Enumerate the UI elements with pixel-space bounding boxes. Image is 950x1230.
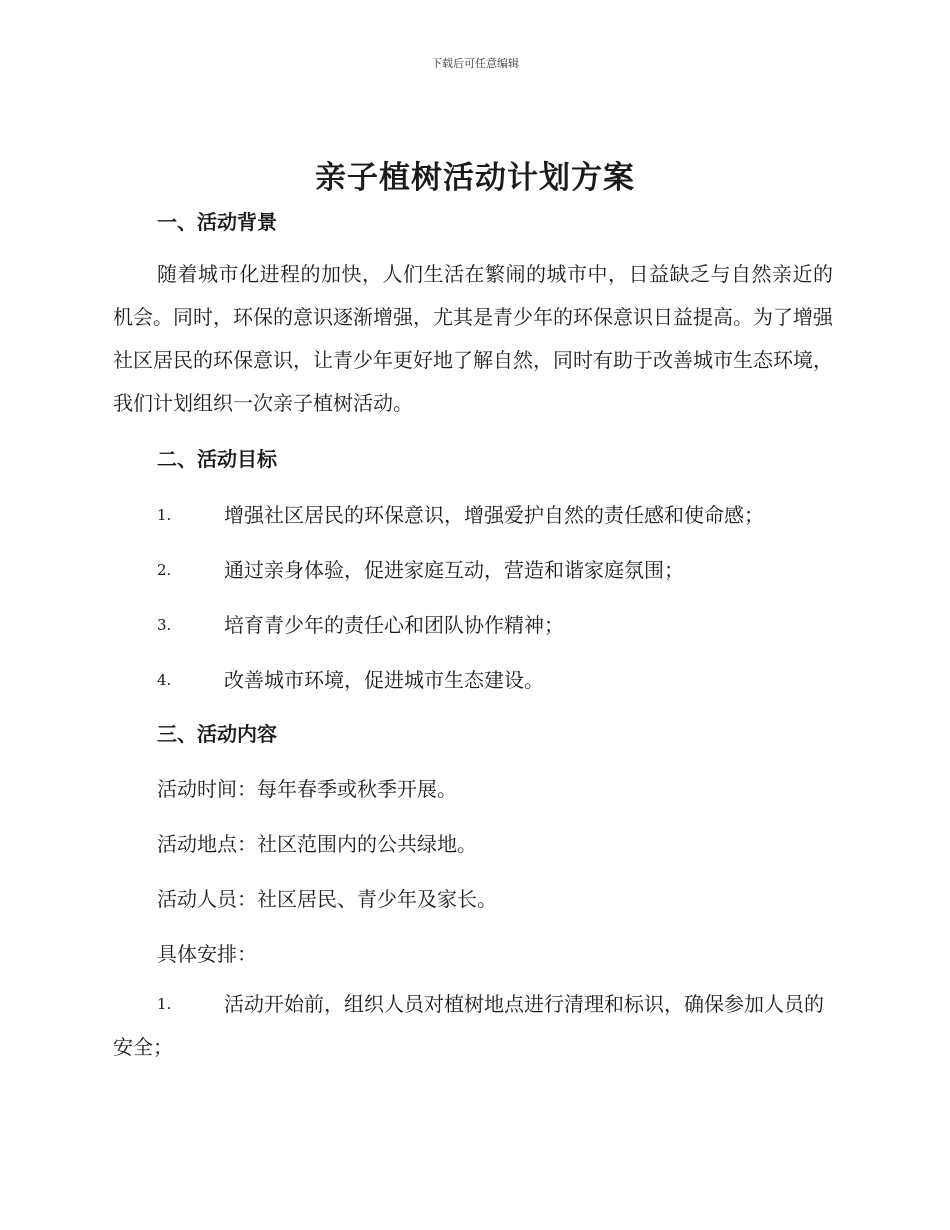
document-title: 亲子植树活动计划方案 bbox=[315, 160, 635, 196]
goal-item-text: 改善城市环境，促进城市生态建设。 bbox=[224, 668, 544, 692]
background-paragraph: 随着城市化进程的加快，人们生活在繁闹的城市中，日益缺乏与自然亲近的机会。同时，环保的意识逐渐增强，尤其是青少年的环保意识日益提高。为了增强社区居民的环保意识，让青少年更好地了解自然，同时有助于改善城市生态环境，我们计划组织一次亲子植树活动。 bbox=[113, 262, 833, 415]
activity-time: 活动时间：每年春季或秋季开展。 bbox=[157, 777, 457, 801]
header-note: 下载后可任意编辑 bbox=[431, 57, 519, 70]
arrangement-label: 具体安排： bbox=[157, 942, 257, 966]
goal-item-text: 增强社区居民的环保意识，增强爱护自然的责任感和使命感； bbox=[224, 503, 764, 527]
section-heading-background: 一、活动背景 bbox=[157, 210, 277, 234]
goal-item-number: 1. bbox=[157, 506, 172, 524]
goal-item bbox=[157, 664, 544, 693]
arrangement-item bbox=[113, 983, 833, 1069]
goal-item bbox=[157, 554, 684, 583]
goal-item bbox=[157, 499, 764, 528]
activity-people: 活动人员：社区居民、青少年及家长。 bbox=[157, 887, 497, 911]
goal-item-number: 4. bbox=[157, 671, 172, 689]
section-heading-content: 三、活动内容 bbox=[157, 722, 277, 746]
goal-item bbox=[157, 609, 564, 638]
goal-item-text: 通过亲身体验，促进家庭互动，营造和谐家庭氛围； bbox=[224, 558, 684, 582]
arrangement-item-number: 1. bbox=[157, 995, 172, 1013]
goal-item-number: 2. bbox=[157, 561, 172, 579]
activity-place: 活动地点：社区范围内的公共绿地。 bbox=[157, 832, 477, 856]
arrangement-item-text: 活动开始前，组织人员对植树地点进行清理和标识，确保参加人员的安全； bbox=[113, 992, 824, 1059]
goal-item-number: 3. bbox=[157, 616, 172, 634]
goal-item-text: 培育青少年的责任心和团队协作精神； bbox=[224, 613, 564, 637]
section-heading-goals: 二、活动目标 bbox=[157, 447, 277, 471]
